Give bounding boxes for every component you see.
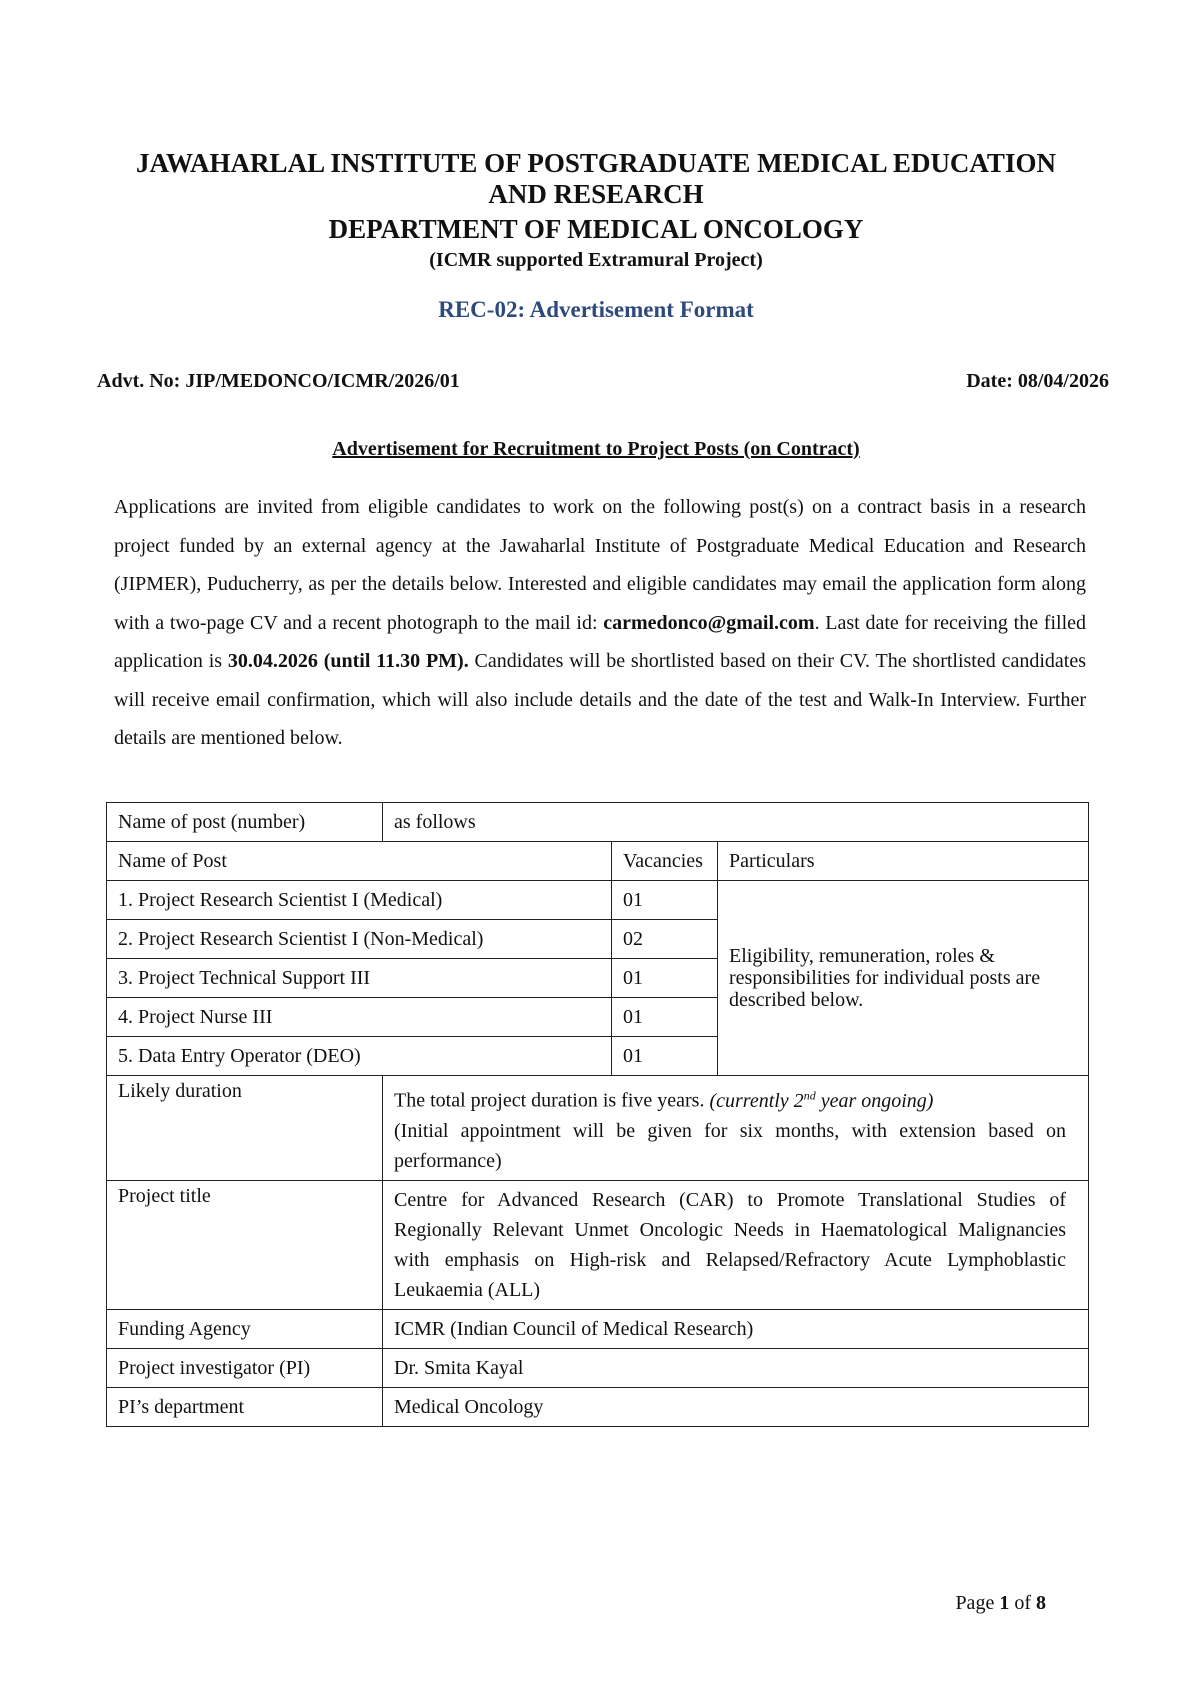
funding-value: ICMR (Indian Council of Medical Research) [383, 1309, 1089, 1348]
total-pages: 8 [1036, 1592, 1046, 1614]
post-name: 2. Project Research Scientist I (Non-Medical) [107, 920, 612, 959]
duration-main: The total project duration is five years. [394, 1089, 710, 1112]
post-vacancies: 01 [612, 998, 718, 1037]
table-row [107, 1387, 1089, 1426]
post-name: 5. Data Entry Operator (DEO) [107, 1037, 612, 1076]
post-name: 1. Project Research Scientist I (Medical) [107, 881, 612, 920]
intro-paragraph [114, 488, 1086, 758]
pi-department-label: PI’s department [107, 1387, 383, 1426]
deadline: 30.04.2026 (until 11.30 PM). [227, 650, 469, 672]
post-details-table [106, 802, 1089, 1427]
duration-value [383, 1076, 1089, 1181]
advertisement-date: Date: 08/04/2026 [966, 370, 1109, 392]
pi-label: Project investigator (PI) [107, 1348, 383, 1387]
name-of-post-value: as follows [383, 803, 1089, 842]
particulars-text: Eligibility, remuneration, roles & responsibilities for individual posts are described below. [718, 881, 1089, 1076]
department-name: DEPARTMENT OF MEDICAL ONCOLOGY [328, 214, 864, 244]
current-page: 1 [999, 1592, 1010, 1614]
project-note: (ICMR supported Extramural Project) [429, 249, 763, 271]
format-title: REC-02: Advertisement Format [438, 297, 754, 322]
table-row [107, 1348, 1089, 1387]
page-number: Page 1 of 8 [955, 1592, 1046, 1614]
table-header-row [107, 842, 1089, 881]
header-vacancies: Vacancies [612, 842, 718, 881]
table-row [107, 881, 1089, 920]
intro-text-1: Applications are invited from eligible candidates to work on the following post(s) on a contract basis in a research project funded by an external agency at the Jawaharlal Institute of Postgraduate Medical Education and Research (JIPMER), Puducherry, as per the details below. Interested and eligible candidates may email the application form along with a two-page CV and a recent photograph to the mail id: [114, 496, 1086, 634]
table-row [107, 1309, 1089, 1348]
advertisement-info-row [97, 370, 1109, 393]
funding-label: Funding Agency [107, 1309, 383, 1348]
advertisement-title: Advertisement for Recruitment to Project Posts (on Contract) [332, 438, 860, 460]
header-particulars: Particulars [718, 842, 1089, 881]
intro-text-3: Candidates will be shortlisted based on their CV. The shortlisted candidates will receive email confirmation, which will also include details and the date of the test and Walk-In Interview. Further details are mentioned below. [114, 650, 1086, 749]
post-vacancies: 02 [612, 920, 718, 959]
table-row [107, 803, 1089, 842]
contact-email[interactable]: carmedonco@gmail.com [603, 611, 815, 634]
post-vacancies: 01 [612, 1037, 718, 1076]
duration-note: (Initial appointment will be given for six months, with extension based on performance) [394, 1119, 1066, 1172]
advertisement-number: Advt. No: JIP/MEDONCO/ICMR/2026/01 [97, 370, 460, 392]
project-title-label: Project title [107, 1180, 383, 1309]
post-name: 3. Project Technical Support III [107, 959, 612, 998]
name-of-post-label: Name of post (number) [107, 803, 383, 842]
post-vacancies: 01 [612, 959, 718, 998]
post-vacancies: 01 [612, 881, 718, 920]
project-title-value: Centre for Advanced Research (CAR) to Promote Translational Studies of Regionally Relevant Unmet Oncologic Needs in Haematological Malignancies with emphasis on High-risk and Relapsed/Refractory Acute Lymphoblastic Leukaemia (ALL) [383, 1180, 1089, 1309]
table-row [107, 1076, 1089, 1181]
document-header [0, 148, 1192, 323]
pi-value: Dr. Smita Kayal [383, 1348, 1089, 1387]
header-post: Name of Post [107, 842, 612, 881]
pi-department-value: Medical Oncology [383, 1387, 1089, 1426]
duration-label: Likely duration [107, 1076, 383, 1181]
table-row [107, 1180, 1089, 1309]
post-name: 4. Project Nurse III [107, 998, 612, 1037]
duration-current-year: (currently 2nd year ongoing) [709, 1088, 934, 1112]
intro-text-2: . Last date for receiving the filled application is [114, 611, 1086, 672]
institute-name: JAWAHARLAL INSTITUTE OF POSTGRADUATE MEDICAL EDUCATION AND RESEARCH [136, 148, 1056, 209]
